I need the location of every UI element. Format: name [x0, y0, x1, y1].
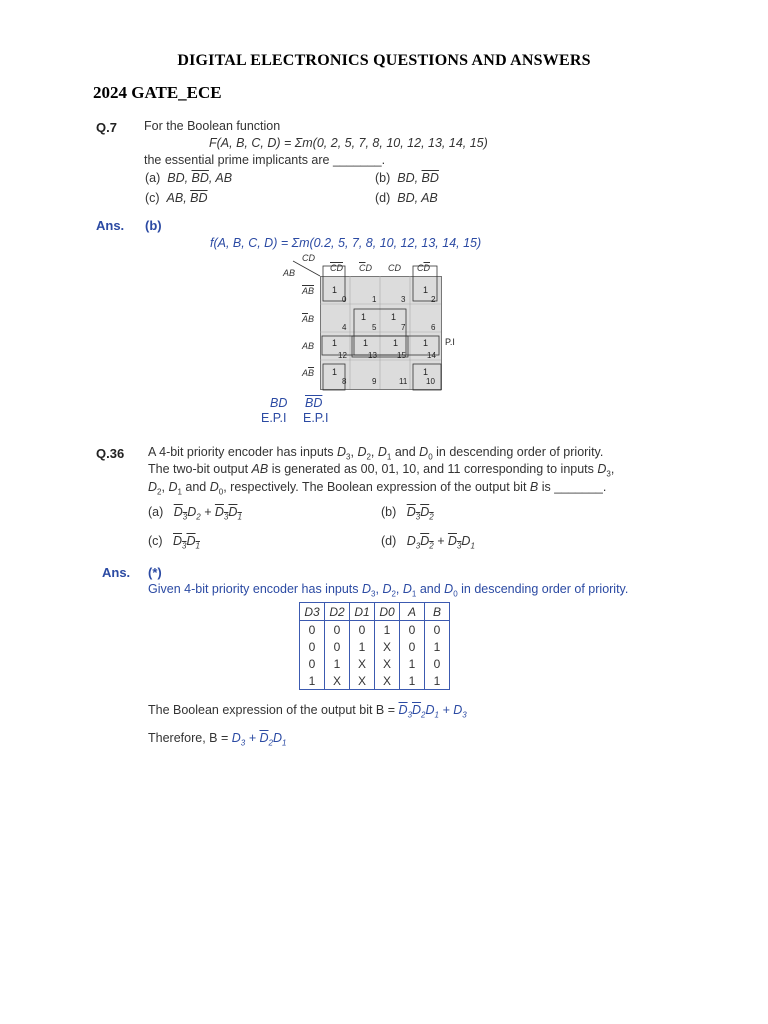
- kmap-cell-value: 1: [363, 338, 369, 348]
- kmap-index: 2: [431, 295, 436, 304]
- truth-table-cell: X: [325, 672, 350, 690]
- kmap-cell-value: 1: [361, 312, 367, 322]
- q36-option-b[interactable]: [381, 505, 434, 522]
- ans7-choice: (b): [145, 218, 162, 233]
- q7-option-c-text: AB, $\overline{BD}$: [166, 191, 208, 205]
- document-subtitle: 2024 GATE_ECE: [93, 83, 222, 102]
- q7-option-d-label: (d): [375, 191, 391, 205]
- truth-table-cell: 1: [350, 638, 375, 655]
- ans36-label: Ans.: [102, 565, 131, 580]
- truth-table: [299, 602, 450, 690]
- q7-label: Q.7: [96, 120, 117, 135]
- q36-option-a-label: (a): [148, 505, 164, 519]
- truth-table-cell: 0: [300, 655, 325, 672]
- q36-option-b-expr: $D_3D_2$: [406, 505, 434, 522]
- kmap-cell-value: 1: [393, 338, 399, 348]
- kmap-row-header: $\overline{A}B$: [302, 314, 315, 324]
- kmap-col-header: $\overline{CD}$: [330, 263, 343, 273]
- truth-table-cell: 0: [300, 621, 325, 639]
- kmap-col-header: $C\overline{D}$: [417, 263, 430, 273]
- q36-label: Q.36: [96, 446, 125, 461]
- kmap-index: 0: [342, 295, 347, 304]
- epi-term-bd-bar: $\overline{BD}$: [305, 396, 323, 410]
- kmap-index: 5: [372, 323, 377, 332]
- truth-table-cell: 0: [325, 638, 350, 655]
- truth-table-cell: X: [350, 655, 375, 672]
- truth-table-cell: 1: [300, 672, 325, 690]
- truth-table-header-cell: D0: [375, 603, 400, 621]
- q36-line2: The two-bit output AB is generated as 00, 01, 10, and 11 corresponding to inputs $D_3$,: [148, 462, 615, 479]
- truth-table-row: [300, 638, 450, 655]
- truth-table-header-cell: D3: [300, 603, 325, 621]
- q7-option-b-text: BD, $\overline{BD}$: [397, 171, 439, 185]
- truth-table-header-cell: A: [400, 603, 425, 621]
- kmap-index: 11: [399, 377, 408, 386]
- kmap-index: 1: [372, 295, 377, 304]
- truth-table-cell: 0: [300, 638, 325, 655]
- ans36-choice: (*): [148, 565, 162, 580]
- truth-table-cell: 1: [400, 655, 425, 672]
- karnaugh-map: [280, 252, 455, 392]
- kmap-index: 14: [427, 351, 436, 360]
- kmap-index: 6: [431, 323, 436, 332]
- kmap-pi-label: P.I: [445, 337, 455, 347]
- q7-option-b[interactable]: [375, 171, 439, 185]
- truth-table-cell: X: [350, 672, 375, 690]
- q7-option-c-label: (c): [145, 191, 160, 205]
- q7-function: F(A, B, C, D) = Σm(0, 2, 5, 7, 8, 10, 12, 13, 14, 15): [209, 136, 488, 150]
- truth-table-row: [300, 655, 450, 672]
- kmap-index: 15: [397, 351, 406, 360]
- kmap-cell-value: 1: [332, 285, 338, 295]
- kmap-cell-value: 1: [423, 285, 429, 295]
- kmap-index: 13: [368, 351, 377, 360]
- kmap-corner-cd: CD: [302, 253, 315, 263]
- truth-table-cell: 1: [375, 621, 400, 639]
- q7-option-a-label: (a): [145, 171, 161, 185]
- kmap-index: 3: [401, 295, 406, 304]
- truth-table-header-cell: B: [425, 603, 450, 621]
- kmap-row-header: $\overline{AB}$: [302, 286, 315, 296]
- q36-option-c-expr: $D_3D_1$: [173, 534, 200, 551]
- kmap-corner-ab: AB: [283, 268, 296, 278]
- kmap-index: 12: [338, 351, 347, 360]
- kmap-index: 9: [372, 377, 377, 386]
- truth-table-cell: 0: [400, 638, 425, 655]
- q36-option-a[interactable]: [148, 505, 242, 522]
- truth-table-cell: 0: [400, 621, 425, 639]
- q7-intro: For the Boolean function: [144, 119, 281, 133]
- truth-table-header-cell: D2: [325, 603, 350, 621]
- ans36-therefore: Therefore, $B = D_3 + \overline{D}_2D_1$: [148, 731, 287, 748]
- q36-line3: $D_2$, $D_1$ and $D_0$, respectively. The Boolean expression of the output bit B is _______.: [148, 480, 607, 497]
- truth-table-cell: 0: [325, 621, 350, 639]
- truth-table-cell: 1: [425, 638, 450, 655]
- q7-option-b-label: (b): [375, 171, 391, 185]
- truth-table-header: [300, 603, 450, 621]
- q7-option-c[interactable]: [145, 191, 208, 205]
- kmap-index: 10: [426, 377, 435, 386]
- truth-table-cell: 1: [325, 655, 350, 672]
- ans36-expression: The Boolean expression of the output bit $B = \overline{D}_3\overline{D}_2D_1 + D_3$: [148, 703, 467, 720]
- truth-table-cell: X: [375, 672, 400, 690]
- truth-table-cell: 1: [400, 672, 425, 690]
- q36-option-d-label: (d): [381, 534, 397, 548]
- kmap-row-header: $A\overline{B}$: [302, 368, 315, 378]
- kmap-cell-value: 1: [391, 312, 397, 322]
- ans7-function: f(A, B, C, D) = Σm(0.2, 5, 7, 8, 10, 12, 13, 14, 15): [210, 236, 482, 250]
- truth-table-cell: X: [375, 655, 400, 672]
- q7-option-a[interactable]: [145, 171, 232, 185]
- document-title: DIGITAL ELECTRONICS QUESTIONS AND ANSWERS: [177, 52, 591, 69]
- q7-question: the essential prime implicants are _______.: [144, 153, 386, 167]
- epi-term-bd: BD: [270, 396, 288, 410]
- epi-label-2: E.P.I: [303, 411, 329, 425]
- truth-table-cell: 0: [425, 621, 450, 639]
- q7-option-a-text: BD, $\overline{BD}$, AB: [167, 171, 233, 185]
- truth-table-cell: 0: [350, 621, 375, 639]
- kmap-cell-value: 1: [332, 338, 338, 348]
- kmap-col-header: CD: [388, 263, 401, 273]
- ans7-label: Ans.: [96, 218, 125, 233]
- q36-option-d[interactable]: [381, 534, 475, 551]
- q36-option-c-label: (c): [148, 534, 163, 548]
- q36-option-d-expr: $D_3D_2 + D_3D_1$: [406, 534, 475, 551]
- kmap-cell-value: 1: [423, 338, 429, 348]
- kmap-row-header: AB: [302, 341, 315, 351]
- truth-table-cell: 0: [425, 655, 450, 672]
- kmap-index: 7: [401, 323, 406, 332]
- kmap-index: 8: [342, 377, 347, 386]
- truth-table-cell: 1: [425, 672, 450, 690]
- epi-label-1: E.P.I: [261, 411, 287, 425]
- truth-table-header-cell: D1: [350, 603, 375, 621]
- kmap-cell-value: 1: [423, 367, 429, 377]
- kmap-cell-value: 1: [332, 367, 338, 377]
- ans36-intro: Given 4-bit priority encoder has inputs $D_3$, $D_2$, $D_1$ and $D_0$ in descending order of priority.: [148, 582, 629, 599]
- q36-line1: A 4-bit priority encoder has inputs $D_3$, $D_2$, $D_1$ and $D_0$ in descending order of priority.: [148, 445, 604, 462]
- kmap-col-header: $\overline{C}D$: [359, 263, 372, 273]
- truth-table-row: [300, 621, 450, 639]
- q36-option-a-expr: $D_3D_2 + D_3D_1$: [173, 505, 242, 522]
- q36-option-b-label: (b): [381, 505, 397, 519]
- truth-table-cell: X: [375, 638, 400, 655]
- q7-option-d[interactable]: [375, 191, 438, 205]
- q7-option-d-text: BD, AB: [397, 191, 438, 205]
- truth-table-row: [300, 672, 450, 690]
- kmap-index: 4: [342, 323, 347, 332]
- q36-option-c[interactable]: [148, 534, 200, 551]
